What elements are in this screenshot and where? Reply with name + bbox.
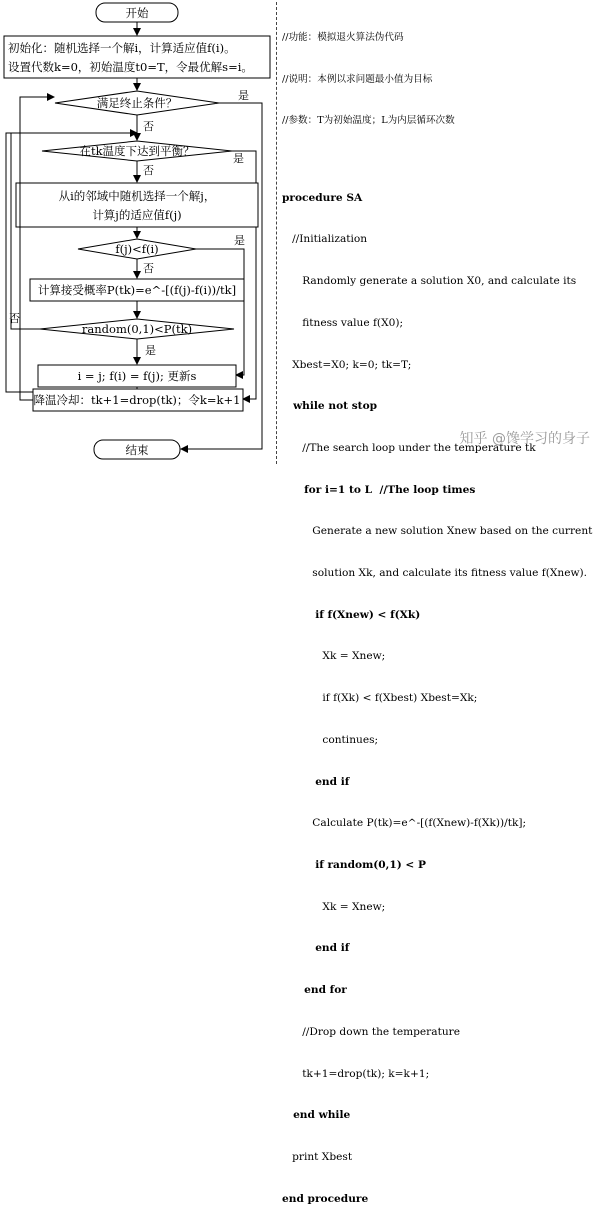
compare-yes-label: 是 <box>234 234 245 247</box>
code-comment-function: //功能：模拟退火算法伪代码 <box>282 31 404 43</box>
code-line-fitness: fitness value f(X0); <box>282 316 404 329</box>
code-line-end-if-1: end if <box>282 775 350 788</box>
compare-condition-label: f(j)<f(i) <box>115 242 159 256</box>
code-comment-note: //说明：本例以求问题最小值为目标 <box>282 73 433 85</box>
end-label: 结束 <box>125 443 149 457</box>
neighbor-line-2: 计算j的适应值f(j) <box>92 208 182 222</box>
start-label: 开始 <box>125 6 149 20</box>
random-condition-label: random(0,1)<P(tk) <box>81 322 193 336</box>
code-line-random-generate: Randomly generate a solution X0, and calculate its <box>282 275 577 288</box>
stop-condition-label: 满足终止条件？ <box>96 96 178 110</box>
code-line-procedure: procedure SA <box>282 191 363 204</box>
neighbor-line-1: 从i的邻域中随机选择一个解j， <box>58 189 216 203</box>
code-line-if-best: if f(Xk) < f(Xbest) Xbest=Xk; <box>282 692 478 705</box>
cooling-label: 降温冷却：tk+1=drop(tk)；令k=k+1 <box>33 393 241 407</box>
code-line-xbest-init: Xbest=X0; k=0; tk=T; <box>282 358 412 371</box>
pseudocode-panel <box>282 3 598 1220</box>
code-line-assign-xk: Xk = Xnew; <box>282 650 386 663</box>
balance-condition-label: 在tk温度下达到平衡？ <box>79 144 195 158</box>
random-no-label: 否 <box>9 312 20 325</box>
code-line-for: for i=1 to L //The loop times <box>282 483 476 496</box>
code-line-init-comment: //Initialization <box>282 233 368 246</box>
compare-no-label: 否 <box>143 262 154 275</box>
balance-no-label: 否 <box>143 164 154 177</box>
random-yes-label: 是 <box>145 344 156 357</box>
code-line-end-while: end while <box>282 1109 351 1122</box>
init-line-2: 设置代数k=0，初始温度t0=T，令最优解s=i。 <box>8 60 253 74</box>
code-line-continues: continues; <box>282 733 379 746</box>
code-line-while: while not stop <box>282 400 378 413</box>
code-line-end-procedure: end procedure <box>282 1192 369 1205</box>
code-line-generate-new: Generate a new solution Xnew based on the current <box>282 525 593 538</box>
balance-yes-label: 是 <box>233 152 244 165</box>
update-label: i = j; f(i) = f(j); 更新s <box>77 369 197 383</box>
stop-yes-label: 是 <box>238 89 249 102</box>
code-line-drop-temp: tk+1=drop(tk); k=k+1; <box>282 1067 430 1080</box>
stop-no-label: 否 <box>143 120 154 133</box>
code-line-search-comment: //The search loop under the temperature tk <box>282 441 536 454</box>
code-line-calc-prob: Calculate P(tk)=e^-[(f(Xnew)-f(Xk))/tk]; <box>282 817 527 830</box>
accept-probability-label: 计算接受概率P(tk)=e^-[(f(j)-f(i))/tk] <box>37 283 237 297</box>
watermark: 知乎 @馋学习的身子 <box>459 431 590 447</box>
panel-divider <box>276 2 277 464</box>
code-comment-params: //参数：T为初始温度；L为内层循环次数 <box>282 115 455 127</box>
code-line-drop-comment: //Drop down the temperature <box>282 1025 460 1038</box>
code-line-end-for: end for <box>282 984 347 997</box>
code-line-if-better: if f(Xnew) < f(Xk) <box>282 608 421 621</box>
init-line-1: 初始化：随机选择一个解i，计算适应值f(i)。 <box>8 41 236 55</box>
code-line-print: print Xbest <box>282 1150 353 1163</box>
code-line-assign-xk-2: Xk = Xnew; <box>282 900 386 913</box>
flowchart <box>0 0 276 466</box>
code-line-end-if-2: end if <box>282 942 350 955</box>
code-line-solution-xk: solution Xk, and calculate its fitness value f(Xnew). <box>282 567 588 580</box>
code-line-if-random: if random(0,1) < P <box>282 858 426 871</box>
